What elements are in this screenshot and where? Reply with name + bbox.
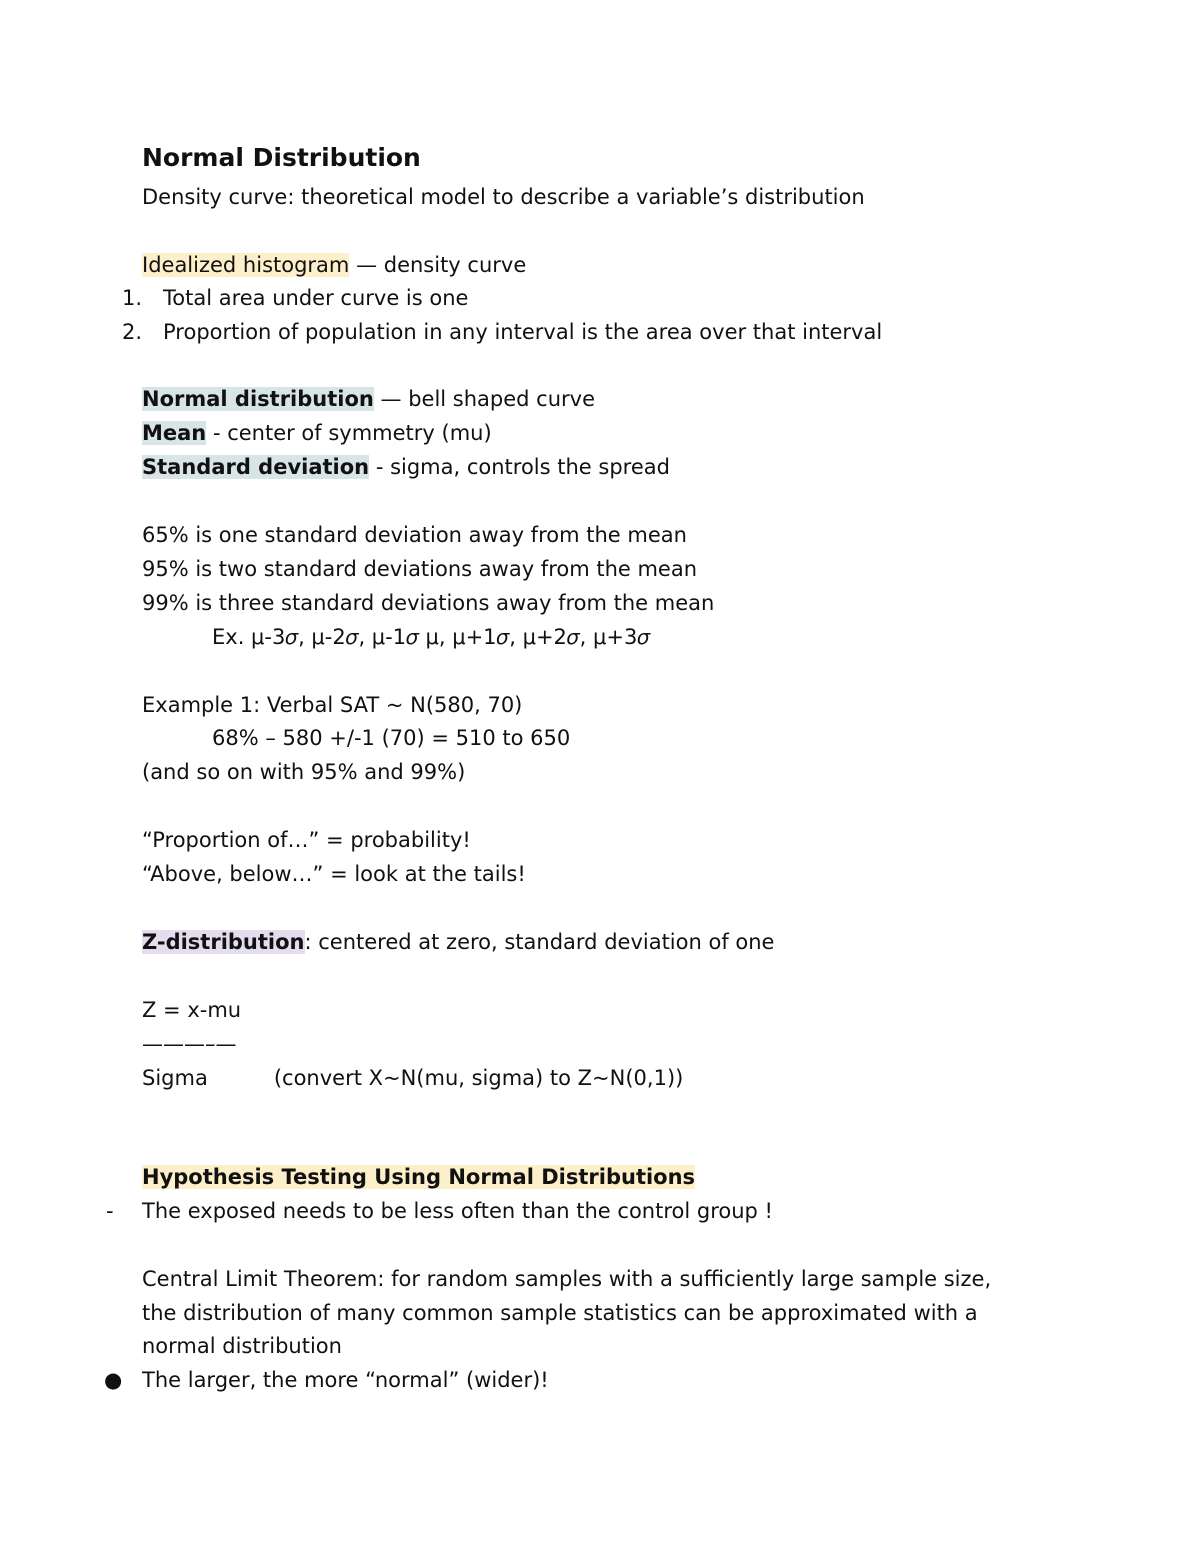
mean-rest: - center of symmetry (mu) xyxy=(206,421,492,445)
tip-line: “Proportion of…” = probability! xyxy=(142,828,471,852)
bullet-marker: ● xyxy=(104,1368,123,1392)
dash-item-text: The exposed needs to be less often than the control group ! xyxy=(142,1199,773,1223)
clt-line: the distribution of many common sample statistics can be approximated with a xyxy=(142,1301,978,1325)
z-formula-bar: ———–— xyxy=(142,1032,237,1056)
standard-deviation-line xyxy=(142,450,670,484)
empirical-rule-line: 95% is two standard deviations away from the mean xyxy=(142,557,698,581)
z-distribution-line xyxy=(142,925,774,959)
hypothesis-heading-line xyxy=(142,1160,695,1194)
dash-marker: - xyxy=(106,1199,114,1223)
list-number: 1. xyxy=(121,286,142,310)
z-distribution-rest: : centered at zero, standard deviation of one xyxy=(304,930,775,954)
mean-term: Mean xyxy=(142,421,207,445)
standard-deviation-term: Standard deviation xyxy=(142,455,370,479)
list-item-text: Total area under curve is one xyxy=(163,286,469,310)
z-formula-denominator-line xyxy=(142,1061,683,1095)
z-distribution-term: Z-distribution xyxy=(142,930,305,954)
clt-line: Central Limit Theorem: for random samples with a sufficiently large sample size, xyxy=(142,1267,992,1291)
dash-list-item xyxy=(72,1194,773,1228)
idealized-histogram-rest: — density curve xyxy=(349,253,527,277)
clt-line: normal distribution xyxy=(142,1334,342,1358)
z-formula-numerator: Z = x-mu xyxy=(142,998,242,1022)
example-calculation: 68% – 580 +/-1 (70) = 510 to 650 xyxy=(212,726,571,750)
numbered-list-item xyxy=(72,315,882,349)
normal-distribution-line xyxy=(142,382,595,416)
empirical-rule-line: 99% is three standard deviations away from the mean xyxy=(142,591,715,615)
normal-distribution-rest: — bell shaped curve xyxy=(373,387,595,411)
bullet-list-item xyxy=(72,1363,549,1397)
numbered-list-item xyxy=(72,281,468,315)
idealized-histogram-line xyxy=(142,248,526,282)
example-note: (and so on with 95% and 99%) xyxy=(142,760,466,784)
list-item-text: Proportion of population in any interval is the area over that interval xyxy=(163,320,883,344)
density-curve-definition: Density curve: theoretical model to describe a variable’s distribution xyxy=(142,185,865,209)
normal-distribution-term: Normal distribution xyxy=(142,387,374,411)
standard-deviation-rest: - sigma, controls the spread xyxy=(369,455,670,479)
z-formula-note: (convert X~N(mu, sigma) to Z~N(0,1)) xyxy=(273,1066,684,1090)
bullet-item-text: The larger, the more “normal” (wider)! xyxy=(142,1368,549,1392)
example-heading: Example 1: Verbal SAT ~ N(580, 70) xyxy=(142,693,523,717)
tip-line: “Above, below…” = look at the tails! xyxy=(142,862,526,886)
empirical-rule-example: Ex. μ-3𝜎, μ-2𝜎, μ-1𝜎 μ, μ+1𝜎, μ+2𝜎, μ+3𝜎 xyxy=(212,625,651,649)
idealized-histogram-term: Idealized histogram xyxy=(142,253,350,277)
empirical-rule-line: 65% is one standard deviation away from the mean xyxy=(142,523,687,547)
mean-line xyxy=(142,416,492,450)
hypothesis-heading: Hypothesis Testing Using Normal Distributions xyxy=(142,1165,696,1189)
z-formula-denominator: Sigma xyxy=(142,1066,208,1090)
list-number: 2. xyxy=(121,320,142,344)
page-title: Normal Distribution xyxy=(142,143,421,172)
